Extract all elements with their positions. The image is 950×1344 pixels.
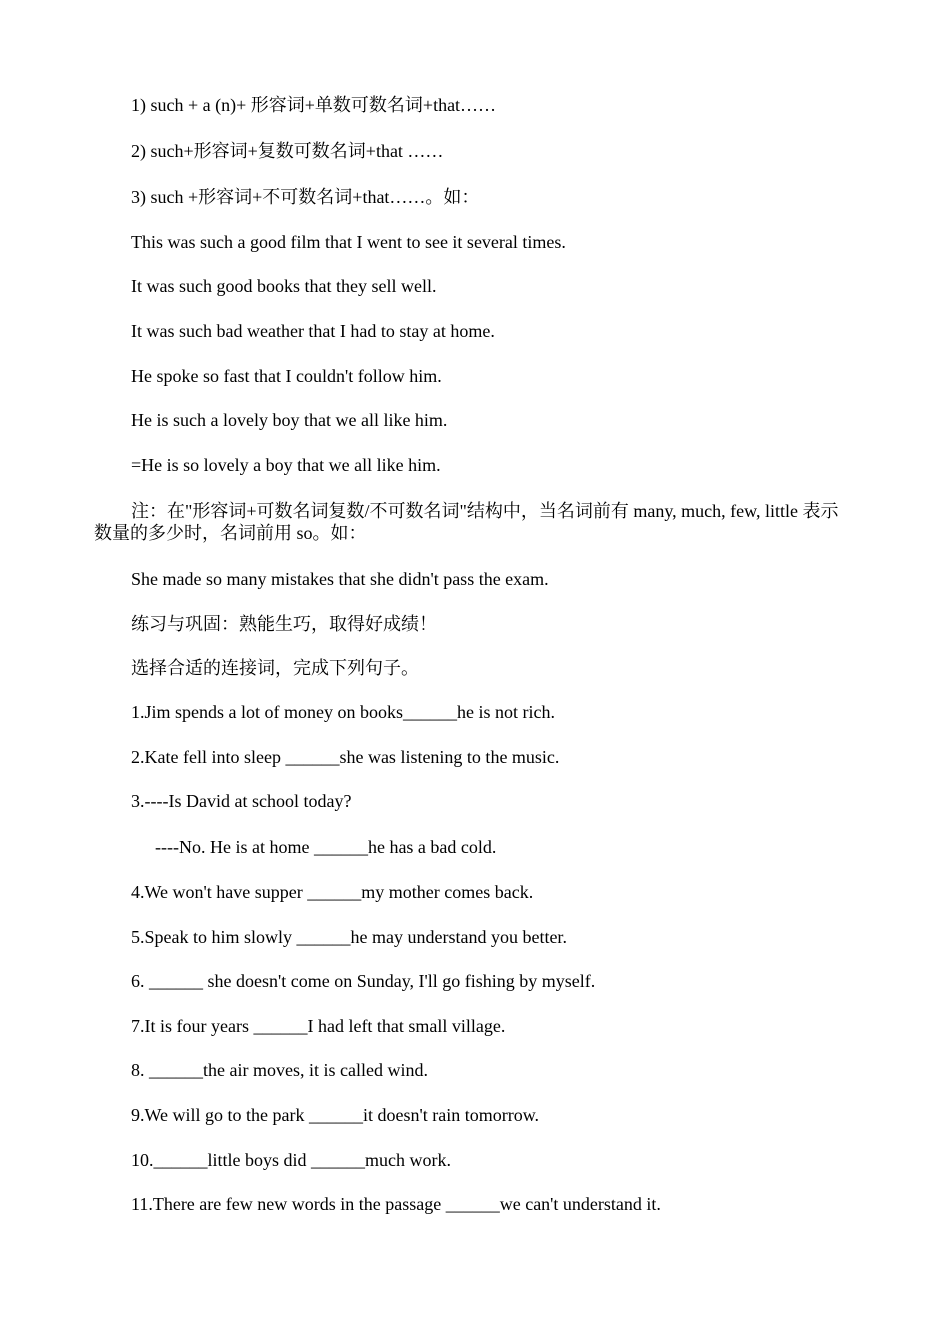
exercise-11: 11.There are few new words in the passage ______we can't understand it. [131,1194,661,1214]
example-sentence-2: It was such good books that they sell well. [131,276,437,296]
grammar-note: 注：在"形容词+可数名词复数/不可数名词"结构中，当名词前有 many, much, few, little 表示数量的多少时，名词前用 so。如： [94,501,839,543]
exercise-10: 10.______little boys did ______much work. [131,1150,451,1170]
exercise-7: 7.It is four years ______I had left that small village. [131,1016,506,1036]
practice-title: 练习与巩固：熟能生巧，取得好成绩！ [131,614,437,634]
rule-line-2: 2) such+形容词+复数可数名词+that …… [131,141,444,161]
example-sentence-3: It was such bad weather that I had to stay at home. [131,321,495,341]
note-example: She made so many mistakes that she didn't pass the exam. [131,569,549,589]
exercise-5: 5.Speak to him slowly ______he may understand you better. [131,927,567,947]
exercise-1: 1.Jim spends a lot of money on books______he is not rich. [131,702,555,722]
exercise-instruction: 选择合适的连接词，完成下列句子。 [131,658,419,678]
exercise-3-question: 3.----Is David at school today? [131,791,352,811]
rule-line-1: 1) such + a (n)+ 形容词+单数可数名词+that…… [131,95,497,115]
exercise-2: 2.Kate fell into sleep ______she was listening to the music. [131,747,560,767]
exercise-8: 8. ______the air moves, it is called wind. [131,1060,428,1080]
exercise-4: 4.We won't have supper ______my mother comes back. [131,882,534,902]
rule-line-3: 3) such +形容词+不可数名词+that……。如： [131,187,480,207]
exercise-3-answer: ----No. He is at home ______he has a bad cold. [155,837,497,857]
exercise-6: 6. ______ she doesn't come on Sunday, I'll go fishing by myself. [131,971,596,991]
example-sentence-5: He is such a lovely boy that we all like him. [131,410,448,430]
example-sentence-4: He spoke so fast that I couldn't follow him. [131,366,442,386]
exercise-9: 9.We will go to the park ______it doesn't rain tomorrow. [131,1105,540,1125]
example-sentence-1: This was such a good film that I went to see it several times. [131,232,566,252]
example-sentence-6: =He is so lovely a boy that we all like him. [131,455,441,475]
